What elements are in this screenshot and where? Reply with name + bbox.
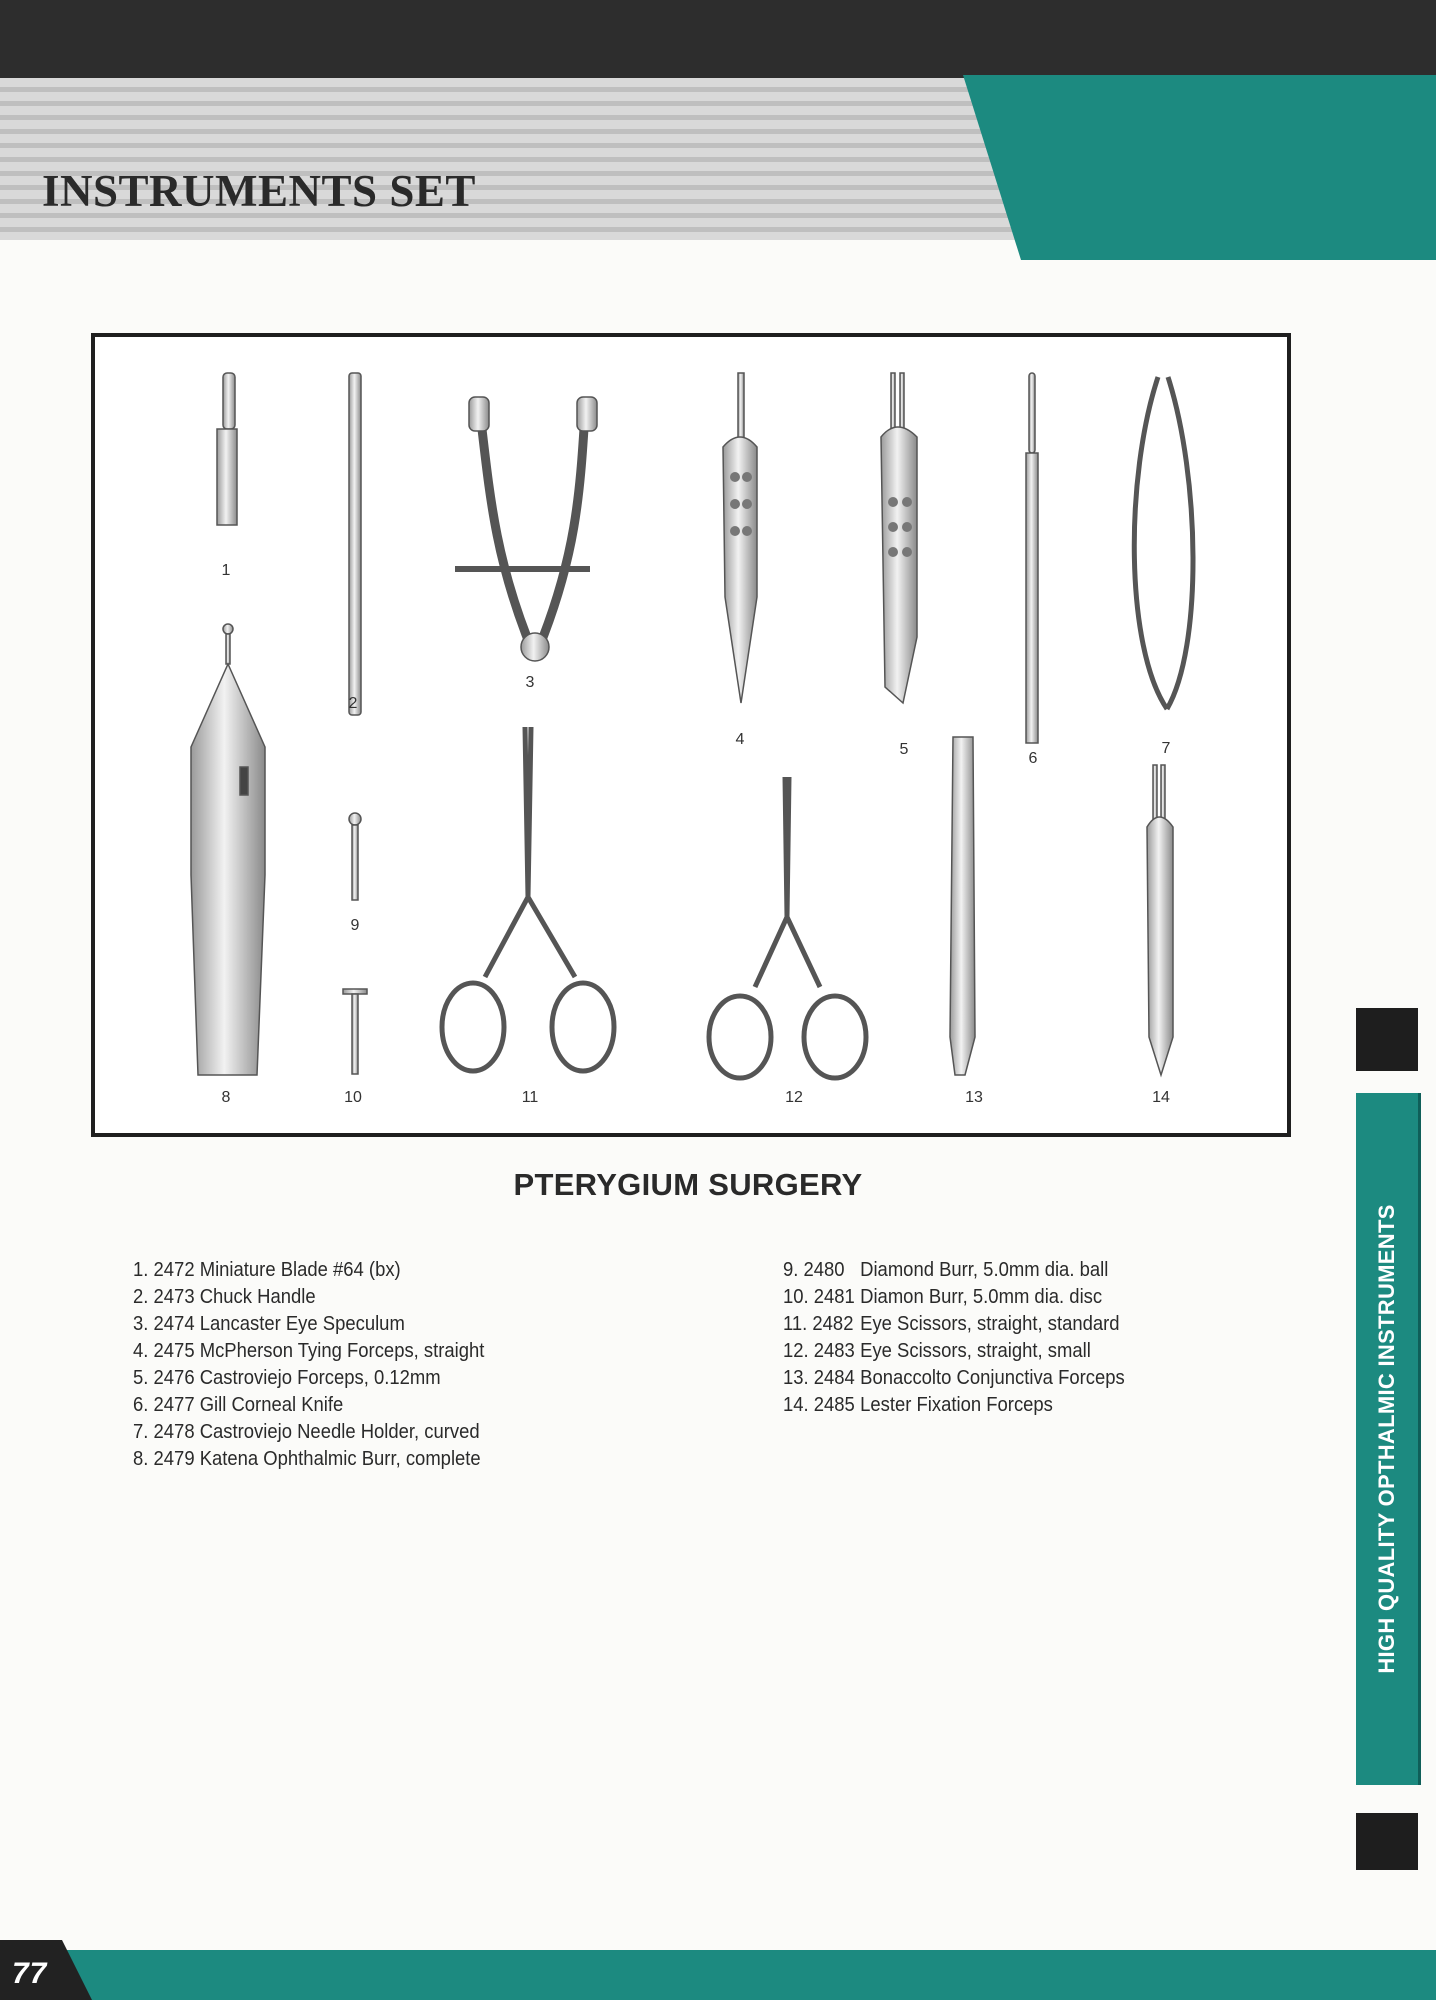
header-teal-accent	[960, 75, 1436, 260]
figure-label-6: 6	[1028, 750, 1038, 767]
miniature-blade-drawing	[217, 373, 237, 525]
lester-forceps-drawing	[1147, 765, 1173, 1075]
page-number: 77	[12, 1957, 48, 1990]
figure-label-11: 11	[521, 1089, 539, 1106]
figure-label-2: 2	[348, 695, 358, 712]
list-item: 2. 2473 Chuck Handle	[133, 1285, 316, 1308]
list-item: 6. 2477 Gill Corneal Knife	[133, 1393, 344, 1416]
sidebar-top-block	[1356, 1008, 1418, 1071]
figure-label-7: 7	[1161, 740, 1171, 757]
eye-speculum-drawing	[455, 412, 590, 645]
list-item: 8. 2479 Katena Ophthalmic Burr, complete	[133, 1447, 481, 1470]
figure-label-4: 4	[735, 731, 745, 748]
sidebar-text: HIGH QUALITY OPTHALMIC INSTRUMENTS	[1374, 1204, 1399, 1674]
figure-label-9: 9	[350, 917, 360, 934]
top-dark-band	[0, 0, 1436, 78]
corneal-knife-drawing	[1026, 373, 1038, 743]
list-item: 10. 2481 Diamon Burr, 5.0mm dia. disc	[783, 1285, 1103, 1308]
eye-scissors-small-drawing	[709, 777, 866, 1078]
tying-forceps-drawing	[723, 373, 757, 703]
katena-burr-drawing	[191, 624, 265, 1075]
eye-scissors-standard-drawing	[442, 727, 614, 1071]
needle-holder-drawing	[1134, 377, 1193, 709]
instrument-list-left	[133, 1256, 484, 1472]
figure-label-13: 13	[965, 1089, 983, 1106]
castroviejo-forceps-drawing	[881, 373, 917, 703]
list-item: 7. 2478 Castroviejo Needle Holder, curved	[133, 1420, 480, 1443]
footer-band	[0, 1940, 1436, 2000]
set-title: PTERYGIUM SURGERY	[513, 1167, 863, 1202]
list-item: 1. 2472 Miniature Blade #64 (bx)	[133, 1258, 401, 1281]
list-item: 3. 2474 Lancaster Eye Speculum	[133, 1312, 405, 1335]
diamond-burr-disc-drawing	[343, 989, 367, 1074]
instrument-list-right	[783, 1256, 1125, 1418]
chuck-handle-drawing	[349, 373, 361, 715]
diamond-burr-ball-drawing	[349, 813, 361, 900]
list-item: 11. 2482 Eye Scissors, straight, standard	[783, 1312, 1120, 1335]
figure-label-3: 3	[525, 674, 535, 691]
figure-label-5: 5	[899, 741, 909, 758]
instrument-figure	[91, 333, 1291, 1137]
figure-label-1: 1	[221, 562, 231, 579]
figure-label-14: 14	[1152, 1089, 1170, 1106]
list-item: 4. 2475 McPherson Tying Forceps, straight	[133, 1339, 485, 1362]
list-item: 14. 2485 Lester Fixation Forceps	[783, 1393, 1053, 1416]
list-item: 9. 2480 Diamond Burr, 5.0mm dia. ball	[783, 1258, 1109, 1281]
figure-label-8: 8	[221, 1089, 231, 1106]
figure-label-12: 12	[785, 1089, 803, 1106]
list-item: 5. 2476 Castroviejo Forceps, 0.12mm	[133, 1366, 441, 1389]
list-item: 13. 2484 Bonaccolto Conjunctiva Forceps	[783, 1366, 1125, 1389]
sidebar-bottom-block	[1356, 1813, 1418, 1870]
section-title: INSTRUMENTS SET	[42, 166, 476, 216]
instrument-drawings	[95, 337, 1287, 1133]
figure-label-10: 10	[344, 1089, 362, 1106]
list-item: 12. 2483 Eye Scissors, straight, small	[783, 1339, 1091, 1362]
bonaccolto-forceps-drawing	[950, 737, 975, 1075]
